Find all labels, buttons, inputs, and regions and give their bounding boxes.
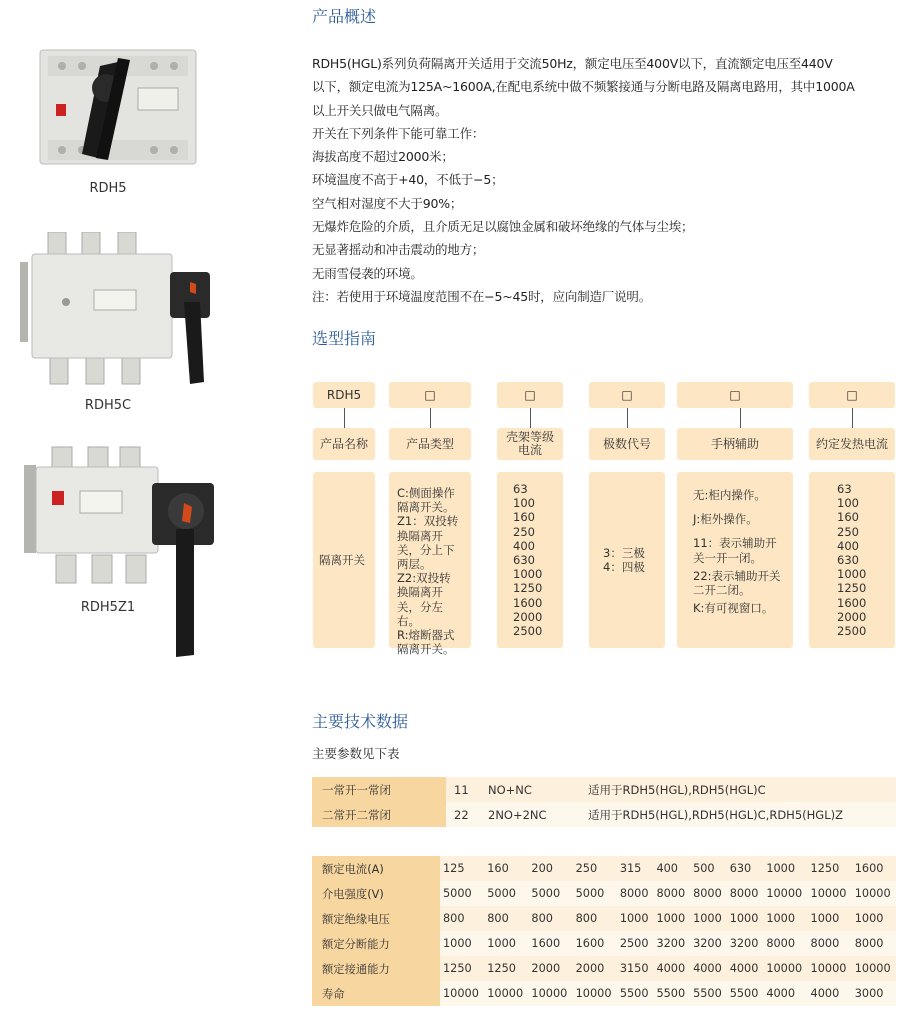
table-row bbox=[312, 981, 896, 1006]
param-value: 8000 bbox=[653, 881, 690, 906]
table-row bbox=[312, 881, 896, 906]
param-value: 4000 bbox=[763, 981, 807, 1006]
selection-item: 100 bbox=[837, 496, 859, 511]
selection-item: 隔离开关 bbox=[319, 552, 365, 567]
param-value: 800 bbox=[573, 906, 617, 931]
param-value: 2000 bbox=[573, 956, 617, 981]
selection-item: 1250 bbox=[837, 581, 867, 596]
param-value: 10000 bbox=[852, 956, 896, 981]
param-value: 10000 bbox=[852, 881, 896, 906]
param-value: 1000 bbox=[852, 906, 896, 931]
param-value: 1000 bbox=[690, 906, 727, 931]
selection-name: 极数代号 bbox=[602, 436, 651, 451]
connector-line bbox=[740, 408, 741, 428]
param-value: 8000 bbox=[852, 931, 896, 956]
selection-item: J:柜外操作。 bbox=[693, 512, 758, 527]
selection-item: 160 bbox=[513, 510, 535, 525]
param-value: 500 bbox=[690, 856, 727, 881]
selection-item: 63 bbox=[837, 482, 852, 496]
param-value: 1000 bbox=[727, 906, 764, 931]
param-value: 1000 bbox=[617, 906, 654, 931]
product-caption: RDH5 bbox=[89, 181, 127, 196]
param-value: 1000 bbox=[763, 906, 807, 931]
connector-line bbox=[852, 408, 853, 428]
param-value: 1000 bbox=[484, 931, 528, 956]
overview-text bbox=[312, 52, 855, 308]
selection-name-box bbox=[809, 428, 895, 460]
product-caption: RDH5Z1 bbox=[80, 600, 136, 615]
selection-name-box bbox=[497, 428, 563, 460]
param-value: 1250 bbox=[808, 856, 852, 881]
selection-code-box bbox=[497, 382, 563, 408]
selection-code-box bbox=[389, 382, 471, 408]
aux-code: 11 bbox=[446, 777, 482, 802]
selection-item: 400 bbox=[513, 538, 535, 553]
overview-line: 注：若使用于环境温度范围不在−5~45时，应向制造厂说明。 bbox=[312, 288, 652, 304]
param-value: 1000 bbox=[808, 906, 852, 931]
param-value: 5000 bbox=[573, 881, 617, 906]
selection-items-box bbox=[809, 472, 895, 648]
selection-item: 4：四极 bbox=[603, 560, 645, 574]
param-value: 5500 bbox=[617, 981, 654, 1006]
overview-line: 无显著摇动和冲击震动的地方； bbox=[312, 242, 485, 258]
selection-item: 1600 bbox=[513, 595, 543, 610]
overview-line: 空气相对湿度不大于90%； bbox=[312, 195, 463, 211]
param-name: 额定接通能力 bbox=[312, 956, 440, 981]
table-row bbox=[312, 856, 896, 881]
param-value: 1600 bbox=[852, 856, 896, 881]
param-value: 800 bbox=[484, 906, 528, 931]
selection-item: 1000 bbox=[837, 567, 867, 582]
selection-item: 400 bbox=[837, 538, 859, 553]
connector-line bbox=[430, 408, 431, 428]
selection-name: 产品类型 bbox=[405, 436, 454, 451]
selection-item: 63 bbox=[513, 482, 528, 496]
tech-title: 主要技术数据 bbox=[312, 712, 409, 731]
selection-item: 22:表示辅助开关二开二闭。 bbox=[693, 568, 781, 598]
selection-code: □ bbox=[424, 388, 436, 402]
param-value: 8000 bbox=[763, 931, 807, 956]
selection-code: □ bbox=[846, 388, 858, 402]
param-value: 200 bbox=[528, 856, 572, 881]
param-value: 125 bbox=[440, 856, 484, 881]
param-value: 400 bbox=[653, 856, 690, 881]
parameter-table bbox=[312, 856, 896, 1006]
selection-item: 100 bbox=[513, 496, 535, 511]
param-value: 8000 bbox=[617, 881, 654, 906]
connector-line bbox=[530, 408, 531, 428]
selection-item: Z1：双投转换隔离开关，分上下两层。 bbox=[397, 514, 459, 572]
selection-name-box bbox=[313, 428, 375, 460]
overview-line: 环境温度不高于+40，不低于−5； bbox=[312, 172, 504, 188]
product-image-rdh5 bbox=[38, 48, 198, 166]
param-value: 8000 bbox=[727, 881, 764, 906]
aux-applies: 适用于RDH5(HGL),RDH5(HGL)C bbox=[574, 777, 896, 802]
tech-subtitle: 主要参数见下表 bbox=[312, 746, 400, 761]
param-value: 1000 bbox=[763, 856, 807, 881]
selection-name: 产品名称 bbox=[319, 436, 368, 451]
param-value: 8000 bbox=[690, 881, 727, 906]
param-value: 1600 bbox=[528, 931, 572, 956]
selection-item: K:有可视窗口。 bbox=[693, 601, 774, 616]
selection-item: 1000 bbox=[513, 567, 543, 582]
selection-item: Z2:双投转换隔离开关，分左右。 bbox=[397, 571, 451, 628]
overview-line: 以下，额定电流为125A~1600A,在配电系统中做不频繁接通与分断电路及隔离电路用，其中1000A bbox=[312, 79, 855, 95]
selection-code: □ bbox=[621, 388, 633, 402]
param-value: 630 bbox=[727, 856, 764, 881]
param-value: 3000 bbox=[852, 981, 896, 1006]
param-value: 160 bbox=[484, 856, 528, 881]
connector-line bbox=[344, 408, 345, 428]
param-value: 800 bbox=[440, 906, 484, 931]
param-value: 10000 bbox=[528, 981, 572, 1006]
param-value: 250 bbox=[573, 856, 617, 881]
param-name: 额定分断能力 bbox=[312, 931, 440, 956]
connector-line bbox=[627, 408, 628, 428]
table-row bbox=[312, 906, 896, 931]
selection-items-box bbox=[313, 472, 375, 648]
selection-item: 630 bbox=[837, 553, 859, 568]
selection-item: 2500 bbox=[837, 624, 867, 639]
product-image-rdh5c bbox=[20, 232, 216, 386]
aux-applies: 适用于RDH5(HGL),RDH5(HGL)C,RDH5(HGL)Z bbox=[574, 802, 896, 827]
overview-line: RDH5(HGL)系列负荷隔离开关适用于交流50Hz，额定电压至400V以下，直流额定电压至440V bbox=[312, 56, 833, 71]
selection-item: 630 bbox=[513, 553, 535, 568]
aux-contact-table bbox=[312, 777, 896, 827]
product-image-rdh5z1 bbox=[22, 445, 218, 660]
param-value: 4000 bbox=[727, 956, 764, 981]
selection-title: 选型指南 bbox=[312, 329, 377, 348]
selection-items-box bbox=[589, 472, 665, 648]
selection-items-box bbox=[677, 472, 793, 648]
table-row bbox=[312, 931, 896, 956]
selection-item: 1250 bbox=[513, 581, 543, 596]
selection-name-box bbox=[677, 428, 793, 460]
param-value: 2000 bbox=[528, 956, 572, 981]
param-value: 10000 bbox=[763, 881, 807, 906]
param-value: 315 bbox=[617, 856, 654, 881]
selection-item: 2500 bbox=[513, 624, 543, 639]
selection-item: R:熔断器式隔离开关。 bbox=[397, 628, 455, 657]
param-value: 3200 bbox=[653, 931, 690, 956]
aux-name: 一常开一常闭 bbox=[312, 777, 446, 802]
param-value: 10000 bbox=[808, 956, 852, 981]
table-row bbox=[312, 956, 896, 981]
aux-contact: NO+NC bbox=[482, 777, 574, 802]
selection-code-box bbox=[313, 382, 375, 408]
param-value: 3200 bbox=[727, 931, 764, 956]
overview-line: 以上开关只做电气隔离。 bbox=[312, 102, 448, 118]
selection-code: □ bbox=[524, 388, 536, 402]
selection-code-box bbox=[589, 382, 665, 408]
selection-code: □ bbox=[729, 388, 741, 402]
param-value: 1250 bbox=[484, 956, 528, 981]
param-value: 1250 bbox=[440, 956, 484, 981]
param-value: 4000 bbox=[808, 981, 852, 1006]
selection-item: 11：表示辅助开关一开一闭。 bbox=[693, 536, 777, 565]
selection-name: 手柄辅助 bbox=[710, 436, 759, 451]
selection-code: RDH5 bbox=[326, 388, 362, 402]
param-value: 10000 bbox=[808, 881, 852, 906]
param-value: 1000 bbox=[653, 906, 690, 931]
table-row bbox=[312, 777, 896, 802]
param-value: 4000 bbox=[653, 956, 690, 981]
param-value: 10000 bbox=[763, 956, 807, 981]
param-value: 10000 bbox=[440, 981, 484, 1006]
param-value: 5000 bbox=[440, 881, 484, 906]
param-value: 3150 bbox=[617, 956, 654, 981]
overview-line: 海拔高度不超过2000米； bbox=[312, 149, 454, 165]
product-caption: RDH5C bbox=[84, 398, 132, 413]
overview-line: 无爆炸危险的介质，且介质无足以腐蚀金属和破坏绝缘的气体与尘埃； bbox=[312, 219, 694, 235]
param-value: 5500 bbox=[690, 981, 727, 1006]
param-value: 10000 bbox=[484, 981, 528, 1006]
selection-name-box bbox=[389, 428, 471, 460]
param-value: 3200 bbox=[690, 931, 727, 956]
selection-code-box bbox=[809, 382, 895, 408]
param-value: 800 bbox=[528, 906, 572, 931]
selection-item: 1600 bbox=[837, 595, 867, 610]
selection-items-box bbox=[497, 472, 563, 648]
param-value: 8000 bbox=[808, 931, 852, 956]
overview-line: 无雨雪侵袭的环境。 bbox=[312, 265, 423, 281]
selection-item: 160 bbox=[837, 510, 859, 525]
selection-name: 壳架等级电流 bbox=[505, 430, 554, 457]
selection-item: 无:柜内操作。 bbox=[693, 488, 766, 502]
param-name: 介电强度(V) bbox=[312, 881, 440, 906]
aux-code: 22 bbox=[446, 802, 482, 827]
selection-item: 250 bbox=[513, 524, 535, 539]
param-value: 5000 bbox=[528, 881, 572, 906]
table-row bbox=[312, 802, 896, 827]
selection-items-box bbox=[389, 472, 471, 657]
param-name: 寿命 bbox=[312, 981, 440, 1006]
selection-item: 3：三极 bbox=[603, 545, 645, 560]
selection-item: C:侧面操作隔离开关。 bbox=[397, 486, 455, 515]
param-value: 5500 bbox=[653, 981, 690, 1006]
selection-name-box bbox=[589, 428, 665, 460]
selection-item: 2000 bbox=[837, 609, 867, 624]
overview-line: 开关在下列条件下能可靠工作： bbox=[312, 125, 485, 141]
selection-item: 2000 bbox=[513, 609, 543, 624]
param-value: 5000 bbox=[484, 881, 528, 906]
param-value: 10000 bbox=[573, 981, 617, 1006]
param-name: 额定绝缘电压 bbox=[312, 906, 440, 931]
param-name: 额定电流(A) bbox=[312, 856, 440, 881]
aux-name: 二常开二常闭 bbox=[312, 802, 446, 827]
param-value: 4000 bbox=[690, 956, 727, 981]
selection-name: 约定发热电流 bbox=[815, 436, 888, 451]
param-value: 1600 bbox=[573, 931, 617, 956]
param-value: 2500 bbox=[617, 931, 654, 956]
param-value: 1000 bbox=[440, 931, 484, 956]
overview-title: 产品概述 bbox=[312, 7, 377, 26]
param-value: 5500 bbox=[727, 981, 764, 1006]
aux-contact: 2NO+2NC bbox=[482, 802, 574, 827]
selection-code-box bbox=[677, 382, 793, 408]
selection-item: 250 bbox=[837, 524, 859, 539]
